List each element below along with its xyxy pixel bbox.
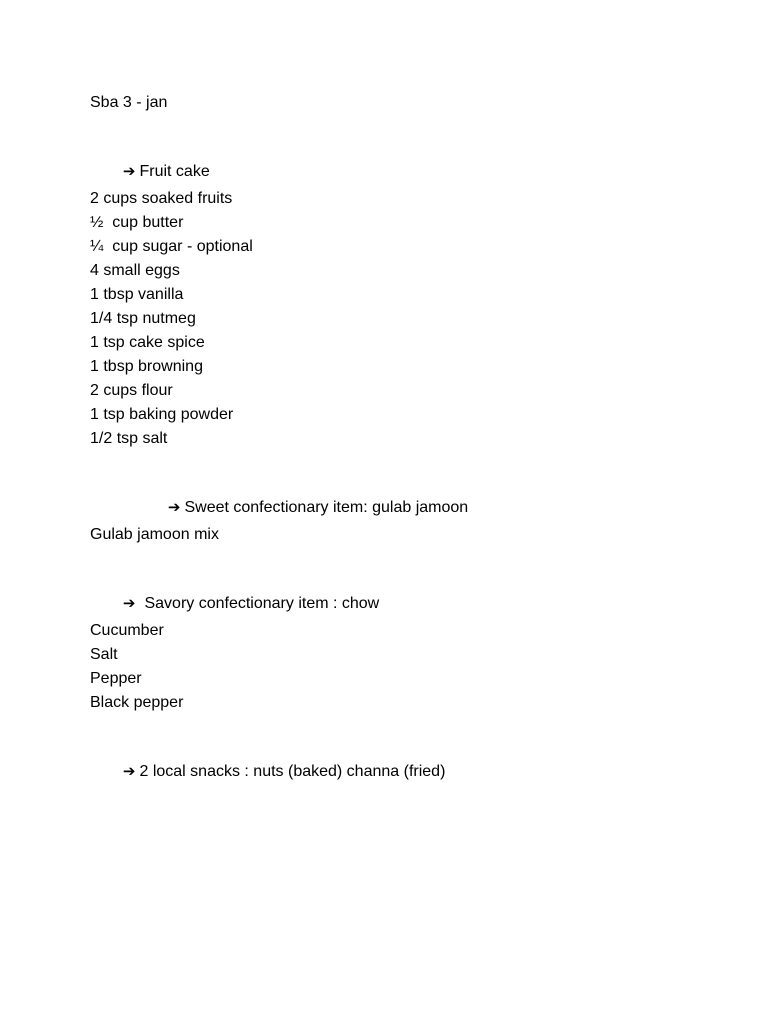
list-item: 1/2 tsp salt <box>90 430 168 447</box>
section-heading-text: 2 local snacks : nuts (baked) channa (fried) <box>139 763 446 780</box>
document-title: Sba 3 - jan <box>90 94 168 111</box>
list-item: Salt <box>90 646 118 663</box>
list-item: 4 small eggs <box>90 262 180 279</box>
section-heading-fruit-cake <box>114 141 210 180</box>
list-item: Pepper <box>90 670 142 687</box>
section-heading-sweet-confectionary <box>159 477 469 516</box>
list-item: 1 tbsp browning <box>90 358 203 375</box>
list-item: 1 tbsp vanilla <box>90 286 184 303</box>
list-item: 1 tsp baking powder <box>90 406 234 423</box>
section-heading-text: Sweet confectionary item: gulab jamoon <box>184 499 469 516</box>
list-item: Cucumber <box>90 622 164 639</box>
list-item: 2 cups soaked fruits <box>90 190 233 207</box>
section-heading-text: Fruit cake <box>139 163 210 180</box>
section-heading-local-snacks <box>114 741 446 780</box>
arrow-bullet-icon: ➔ <box>167 498 181 516</box>
list-item: Black pepper <box>90 694 184 711</box>
list-item: ½ cup butter <box>90 214 184 231</box>
list-item: 1/4 tsp nutmeg <box>90 310 196 327</box>
arrow-bullet-icon: ➔ <box>122 162 136 180</box>
section-heading-savory-confectionary <box>114 573 380 612</box>
arrow-bullet-icon: ➔ <box>122 762 136 780</box>
section-heading-text: Savory confectionary item : chow <box>144 595 380 612</box>
arrow-bullet-icon: ➔ <box>122 594 136 612</box>
list-item: Gulab jamoon mix <box>90 526 219 543</box>
list-item: 1 tsp cake spice <box>90 334 205 351</box>
list-item: ¼ cup sugar - optional <box>90 238 253 255</box>
list-item: 2 cups flour <box>90 382 173 399</box>
